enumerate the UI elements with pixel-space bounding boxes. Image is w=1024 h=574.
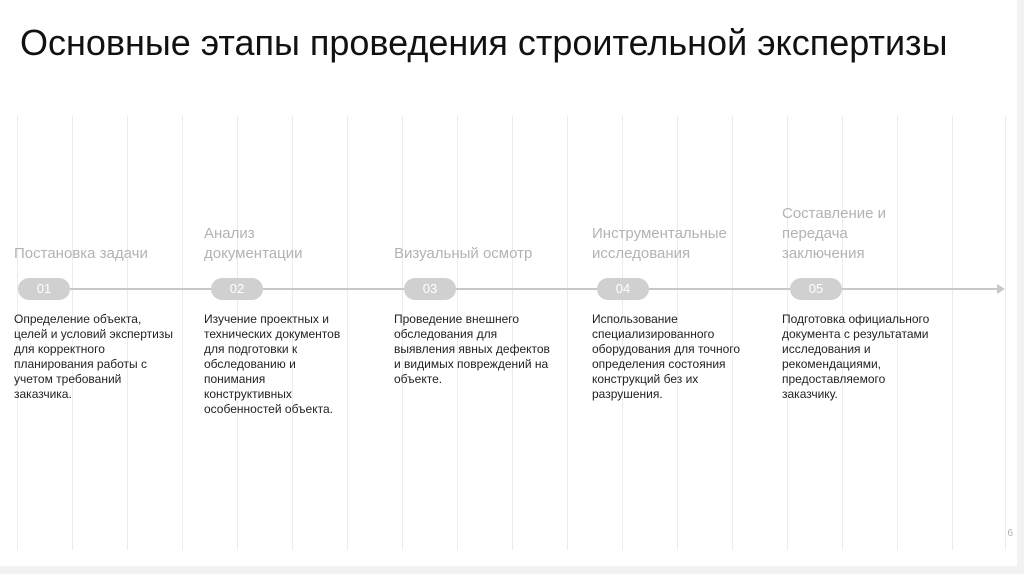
slide-title: Основные этапы проведения строительной экспертизы	[20, 22, 948, 63]
stage-title-4: Инструментальные исследования	[592, 225, 727, 262]
stage-title-5: Составление и передача заключения	[782, 205, 886, 262]
stage-description-2: Изучение проектных и технических документов для подготовки к обследованию и понимания конструктивных особенностей объекта.	[204, 312, 341, 416]
stage-description-3: Проведение внешнего обследования для выявления явных дефектов и видимых повреждений на объекте.	[394, 312, 550, 386]
stage-description-1: Определение объекта, целей и условий экспертизы для корректного планирования работы с учетом требований заказчика.	[14, 312, 173, 401]
stage-badge-2: 02	[211, 278, 263, 300]
stage-badge-1: 01	[18, 278, 70, 300]
stage-badge-5: 05	[790, 278, 842, 300]
grid-line	[952, 116, 953, 550]
stage-title-2: Анализ документации	[204, 225, 303, 262]
stage-description-5: Подготовка официального документа с результатами исследования и рекомендациями, предоставляемого заказчику.	[782, 312, 930, 401]
stage-description-4: Использование специализированного оборудования для точного определения состояния конструкций без их разрушения.	[592, 312, 741, 401]
page-number: 6	[1007, 528, 1013, 539]
grid-line	[1005, 116, 1006, 550]
stage-badge-4: 04	[597, 278, 649, 300]
stage-title-3: Визуальный осмотр	[394, 245, 533, 262]
stage-badge-3: 03	[404, 278, 456, 300]
timeline-arrow-icon	[997, 284, 1005, 294]
stage-title-1: Постановка задачи	[14, 245, 148, 262]
